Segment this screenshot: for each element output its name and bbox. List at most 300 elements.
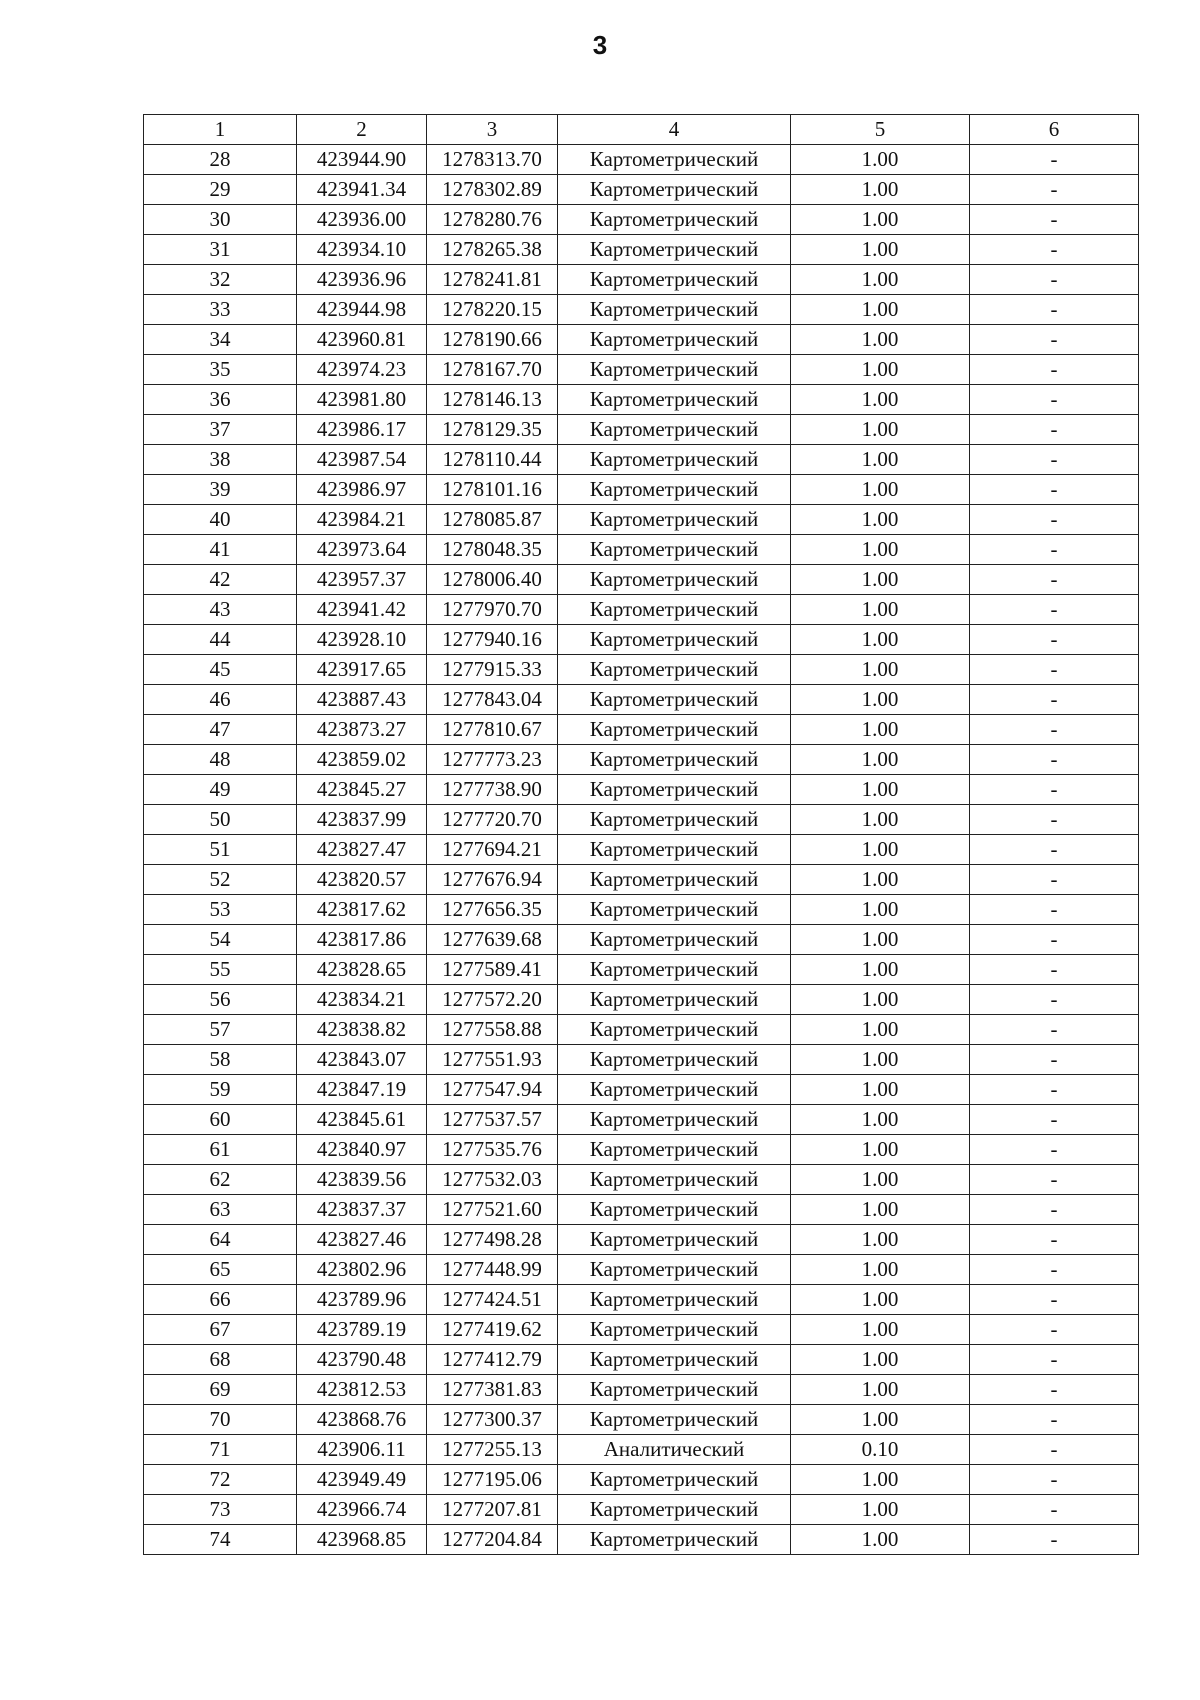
accuracy-cell: 1.00 [791, 1525, 970, 1555]
x-coordinate-cell: 423960.81 [297, 325, 427, 355]
point-number-cell: 46 [144, 685, 297, 715]
accuracy-cell: 1.00 [791, 1195, 970, 1225]
method-cell: Картометрический [558, 1375, 791, 1405]
table-row [144, 1375, 1139, 1405]
y-coordinate-cell: 1277915.33 [427, 655, 558, 685]
method-cell: Картометрический [558, 385, 791, 415]
column-header-4: 4 [558, 115, 791, 145]
point-number-cell: 32 [144, 265, 297, 295]
table-row [144, 745, 1139, 775]
point-number-cell: 61 [144, 1135, 297, 1165]
accuracy-cell: 1.00 [791, 805, 970, 835]
method-cell: Картометрический [558, 415, 791, 445]
table-row [144, 1225, 1139, 1255]
y-coordinate-cell: 1278190.66 [427, 325, 558, 355]
accuracy-cell: 1.00 [791, 1105, 970, 1135]
table-row [144, 355, 1139, 385]
y-coordinate-cell: 1278146.13 [427, 385, 558, 415]
x-coordinate-cell: 423812.53 [297, 1375, 427, 1405]
point-number-cell: 59 [144, 1075, 297, 1105]
method-cell: Картометрический [558, 1315, 791, 1345]
method-cell: Картометрический [558, 1045, 791, 1075]
method-cell: Картометрический [558, 1075, 791, 1105]
y-coordinate-cell: 1278129.35 [427, 415, 558, 445]
table-row [144, 1435, 1139, 1465]
x-coordinate-cell: 423936.00 [297, 205, 427, 235]
description-cell: - [970, 1165, 1139, 1195]
method-cell: Картометрический [558, 235, 791, 265]
x-coordinate-cell: 423868.76 [297, 1405, 427, 1435]
y-coordinate-cell: 1277535.76 [427, 1135, 558, 1165]
point-number-cell: 56 [144, 985, 297, 1015]
method-cell: Картометрический [558, 355, 791, 385]
description-cell: - [970, 1045, 1139, 1075]
x-coordinate-cell: 423837.37 [297, 1195, 427, 1225]
coordinates-table [143, 114, 1139, 1555]
point-number-cell: 67 [144, 1315, 297, 1345]
description-cell: - [970, 835, 1139, 865]
y-coordinate-cell: 1277589.41 [427, 955, 558, 985]
y-coordinate-cell: 1277448.99 [427, 1255, 558, 1285]
x-coordinate-cell: 423840.97 [297, 1135, 427, 1165]
accuracy-cell: 1.00 [791, 625, 970, 655]
method-cell: Картометрический [558, 325, 791, 355]
point-number-cell: 74 [144, 1525, 297, 1555]
table-row [144, 175, 1139, 205]
description-cell: - [970, 1345, 1139, 1375]
method-cell: Картометрический [558, 1495, 791, 1525]
point-number-cell: 49 [144, 775, 297, 805]
description-cell: - [970, 745, 1139, 775]
y-coordinate-cell: 1277810.67 [427, 715, 558, 745]
description-cell: - [970, 955, 1139, 985]
accuracy-cell: 1.00 [791, 1405, 970, 1435]
method-cell: Аналитический [558, 1435, 791, 1465]
table-row [144, 625, 1139, 655]
x-coordinate-cell: 423790.48 [297, 1345, 427, 1375]
table-row [144, 1525, 1139, 1555]
point-number-cell: 52 [144, 865, 297, 895]
method-cell: Картометрический [558, 955, 791, 985]
column-header-1: 1 [144, 115, 297, 145]
x-coordinate-cell: 423944.90 [297, 145, 427, 175]
method-cell: Картометрический [558, 1255, 791, 1285]
accuracy-cell: 1.00 [791, 445, 970, 475]
method-cell: Картометрический [558, 1345, 791, 1375]
y-coordinate-cell: 1278101.16 [427, 475, 558, 505]
table-row [144, 385, 1139, 415]
column-header-5: 5 [791, 115, 970, 145]
accuracy-cell: 1.00 [791, 1135, 970, 1165]
x-coordinate-cell: 423817.86 [297, 925, 427, 955]
table-row [144, 1495, 1139, 1525]
accuracy-cell: 0.10 [791, 1435, 970, 1465]
description-cell: - [970, 655, 1139, 685]
method-cell: Картометрический [558, 145, 791, 175]
x-coordinate-cell: 423887.43 [297, 685, 427, 715]
method-cell: Картометрический [558, 1015, 791, 1045]
x-coordinate-cell: 423789.96 [297, 1285, 427, 1315]
point-number-cell: 38 [144, 445, 297, 475]
method-cell: Картометрический [558, 1405, 791, 1435]
accuracy-cell: 1.00 [791, 145, 970, 175]
x-coordinate-cell: 423837.99 [297, 805, 427, 835]
table-row [144, 805, 1139, 835]
x-coordinate-cell: 423966.74 [297, 1495, 427, 1525]
point-number-cell: 72 [144, 1465, 297, 1495]
description-cell: - [970, 235, 1139, 265]
y-coordinate-cell: 1278302.89 [427, 175, 558, 205]
accuracy-cell: 1.00 [791, 505, 970, 535]
accuracy-cell: 1.00 [791, 475, 970, 505]
table-row [144, 1165, 1139, 1195]
method-cell: Картометрический [558, 985, 791, 1015]
y-coordinate-cell: 1277537.57 [427, 1105, 558, 1135]
table-row [144, 535, 1139, 565]
description-cell: - [970, 175, 1139, 205]
y-coordinate-cell: 1278085.87 [427, 505, 558, 535]
accuracy-cell: 1.00 [791, 1255, 970, 1285]
point-number-cell: 42 [144, 565, 297, 595]
point-number-cell: 62 [144, 1165, 297, 1195]
y-coordinate-cell: 1278280.76 [427, 205, 558, 235]
x-coordinate-cell: 423843.07 [297, 1045, 427, 1075]
y-coordinate-cell: 1277970.70 [427, 595, 558, 625]
point-number-cell: 35 [144, 355, 297, 385]
point-number-cell: 47 [144, 715, 297, 745]
table-row [144, 265, 1139, 295]
accuracy-cell: 1.00 [791, 175, 970, 205]
y-coordinate-cell: 1277207.81 [427, 1495, 558, 1525]
x-coordinate-cell: 423789.19 [297, 1315, 427, 1345]
y-coordinate-cell: 1277300.37 [427, 1405, 558, 1435]
y-coordinate-cell: 1277412.79 [427, 1345, 558, 1375]
method-cell: Картометрический [558, 925, 791, 955]
accuracy-cell: 1.00 [791, 1375, 970, 1405]
table-row [144, 205, 1139, 235]
method-cell: Картометрический [558, 1135, 791, 1165]
accuracy-cell: 1.00 [791, 295, 970, 325]
table-row [144, 1075, 1139, 1105]
method-cell: Картометрический [558, 775, 791, 805]
method-cell: Картометрический [558, 1465, 791, 1495]
accuracy-cell: 1.00 [791, 205, 970, 235]
table-row [144, 295, 1139, 325]
method-cell: Картометрический [558, 655, 791, 685]
description-cell: - [970, 1405, 1139, 1435]
table-row [144, 505, 1139, 535]
y-coordinate-cell: 1277738.90 [427, 775, 558, 805]
y-coordinate-cell: 1277676.94 [427, 865, 558, 895]
x-coordinate-cell: 423981.80 [297, 385, 427, 415]
description-cell: - [970, 475, 1139, 505]
method-cell: Картометрический [558, 535, 791, 565]
y-coordinate-cell: 1277381.83 [427, 1375, 558, 1405]
accuracy-cell: 1.00 [791, 1495, 970, 1525]
table-row [144, 1315, 1139, 1345]
accuracy-cell: 1.00 [791, 1345, 970, 1375]
description-cell: - [970, 595, 1139, 625]
point-number-cell: 40 [144, 505, 297, 535]
method-cell: Картометрический [558, 745, 791, 775]
accuracy-cell: 1.00 [791, 1465, 970, 1495]
x-coordinate-cell: 423944.98 [297, 295, 427, 325]
y-coordinate-cell: 1277843.04 [427, 685, 558, 715]
point-number-cell: 28 [144, 145, 297, 175]
header-row [144, 115, 1139, 145]
table-row [144, 985, 1139, 1015]
accuracy-cell: 1.00 [791, 535, 970, 565]
table-row [144, 775, 1139, 805]
accuracy-cell: 1.00 [791, 775, 970, 805]
x-coordinate-cell: 423941.34 [297, 175, 427, 205]
y-coordinate-cell: 1277558.88 [427, 1015, 558, 1045]
y-coordinate-cell: 1277773.23 [427, 745, 558, 775]
table-row [144, 415, 1139, 445]
y-coordinate-cell: 1277940.16 [427, 625, 558, 655]
table-row [144, 1255, 1139, 1285]
method-cell: Картометрический [558, 595, 791, 625]
method-cell: Картометрический [558, 565, 791, 595]
point-number-cell: 29 [144, 175, 297, 205]
y-coordinate-cell: 1277656.35 [427, 895, 558, 925]
point-number-cell: 45 [144, 655, 297, 685]
point-number-cell: 37 [144, 415, 297, 445]
description-cell: - [970, 1465, 1139, 1495]
x-coordinate-cell: 423986.17 [297, 415, 427, 445]
x-coordinate-cell: 423928.10 [297, 625, 427, 655]
description-cell: - [970, 325, 1139, 355]
x-coordinate-cell: 423820.57 [297, 865, 427, 895]
method-cell: Картометрический [558, 205, 791, 235]
x-coordinate-cell: 423936.96 [297, 265, 427, 295]
description-cell: - [970, 1375, 1139, 1405]
table-row [144, 475, 1139, 505]
x-coordinate-cell: 423957.37 [297, 565, 427, 595]
method-cell: Картометрический [558, 895, 791, 925]
column-header-3: 3 [427, 115, 558, 145]
x-coordinate-cell: 423873.27 [297, 715, 427, 745]
y-coordinate-cell: 1277255.13 [427, 1435, 558, 1465]
point-number-cell: 54 [144, 925, 297, 955]
point-number-cell: 58 [144, 1045, 297, 1075]
column-header-2: 2 [297, 115, 427, 145]
y-coordinate-cell: 1277419.62 [427, 1315, 558, 1345]
y-coordinate-cell: 1277204.84 [427, 1525, 558, 1555]
y-coordinate-cell: 1278241.81 [427, 265, 558, 295]
method-cell: Картометрический [558, 805, 791, 835]
y-coordinate-cell: 1277521.60 [427, 1195, 558, 1225]
y-coordinate-cell: 1277639.68 [427, 925, 558, 955]
point-number-cell: 55 [144, 955, 297, 985]
point-number-cell: 31 [144, 235, 297, 265]
description-cell: - [970, 775, 1139, 805]
accuracy-cell: 1.00 [791, 1015, 970, 1045]
accuracy-cell: 1.00 [791, 1045, 970, 1075]
table-row [144, 145, 1139, 175]
table-row [144, 835, 1139, 865]
method-cell: Картометрический [558, 175, 791, 205]
description-cell: - [970, 565, 1139, 595]
table-row [144, 1195, 1139, 1225]
description-cell: - [970, 1225, 1139, 1255]
accuracy-cell: 1.00 [791, 655, 970, 685]
y-coordinate-cell: 1277498.28 [427, 1225, 558, 1255]
description-cell: - [970, 1195, 1139, 1225]
accuracy-cell: 1.00 [791, 925, 970, 955]
description-cell: - [970, 265, 1139, 295]
description-cell: - [970, 1525, 1139, 1555]
point-number-cell: 36 [144, 385, 297, 415]
y-coordinate-cell: 1278110.44 [427, 445, 558, 475]
table-row [144, 595, 1139, 625]
table-row [144, 715, 1139, 745]
table-row [144, 1345, 1139, 1375]
accuracy-cell: 1.00 [791, 955, 970, 985]
y-coordinate-cell: 1278265.38 [427, 235, 558, 265]
point-number-cell: 33 [144, 295, 297, 325]
description-cell: - [970, 415, 1139, 445]
y-coordinate-cell: 1278313.70 [427, 145, 558, 175]
y-coordinate-cell: 1277532.03 [427, 1165, 558, 1195]
table-row [144, 1135, 1139, 1165]
point-number-cell: 65 [144, 1255, 297, 1285]
point-number-cell: 30 [144, 205, 297, 235]
description-cell: - [970, 925, 1139, 955]
point-number-cell: 48 [144, 745, 297, 775]
point-number-cell: 66 [144, 1285, 297, 1315]
description-cell: - [970, 805, 1139, 835]
accuracy-cell: 1.00 [791, 985, 970, 1015]
accuracy-cell: 1.00 [791, 595, 970, 625]
x-coordinate-cell: 423987.54 [297, 445, 427, 475]
accuracy-cell: 1.00 [791, 1315, 970, 1345]
accuracy-cell: 1.00 [791, 685, 970, 715]
column-header-6: 6 [970, 115, 1139, 145]
point-number-cell: 64 [144, 1225, 297, 1255]
accuracy-cell: 1.00 [791, 415, 970, 445]
method-cell: Картометрический [558, 1105, 791, 1135]
point-number-cell: 44 [144, 625, 297, 655]
x-coordinate-cell: 423817.62 [297, 895, 427, 925]
table-header [144, 115, 1139, 145]
description-cell: - [970, 625, 1139, 655]
accuracy-cell: 1.00 [791, 1075, 970, 1105]
accuracy-cell: 1.00 [791, 385, 970, 415]
description-cell: - [970, 865, 1139, 895]
x-coordinate-cell: 423827.47 [297, 835, 427, 865]
table-row [144, 1045, 1139, 1075]
point-number-cell: 63 [144, 1195, 297, 1225]
method-cell: Картометрический [558, 685, 791, 715]
y-coordinate-cell: 1277551.93 [427, 1045, 558, 1075]
accuracy-cell: 1.00 [791, 715, 970, 745]
table-row [144, 235, 1139, 265]
method-cell: Картометрический [558, 265, 791, 295]
accuracy-cell: 1.00 [791, 895, 970, 925]
accuracy-cell: 1.00 [791, 355, 970, 385]
x-coordinate-cell: 423834.21 [297, 985, 427, 1015]
table-row [144, 955, 1139, 985]
method-cell: Картометрический [558, 715, 791, 745]
description-cell: - [970, 505, 1139, 535]
table-row [144, 865, 1139, 895]
y-coordinate-cell: 1277720.70 [427, 805, 558, 835]
x-coordinate-cell: 423859.02 [297, 745, 427, 775]
description-cell: - [970, 715, 1139, 745]
method-cell: Картометрический [558, 445, 791, 475]
table-row [144, 895, 1139, 925]
y-coordinate-cell: 1277547.94 [427, 1075, 558, 1105]
method-cell: Картометрический [558, 295, 791, 325]
accuracy-cell: 1.00 [791, 265, 970, 295]
point-number-cell: 68 [144, 1345, 297, 1375]
accuracy-cell: 1.00 [791, 565, 970, 595]
x-coordinate-cell: 423986.97 [297, 475, 427, 505]
description-cell: - [970, 1105, 1139, 1135]
method-cell: Картометрический [558, 625, 791, 655]
description-cell: - [970, 895, 1139, 925]
description-cell: - [970, 1495, 1139, 1525]
y-coordinate-cell: 1277424.51 [427, 1285, 558, 1315]
method-cell: Картометрический [558, 835, 791, 865]
description-cell: - [970, 1255, 1139, 1285]
table-row [144, 1015, 1139, 1045]
description-cell: - [970, 355, 1139, 385]
table-row [144, 445, 1139, 475]
point-number-cell: 51 [144, 835, 297, 865]
x-coordinate-cell: 423845.61 [297, 1105, 427, 1135]
description-cell: - [970, 985, 1139, 1015]
description-cell: - [970, 1135, 1139, 1165]
description-cell: - [970, 445, 1139, 475]
point-number-cell: 69 [144, 1375, 297, 1405]
point-number-cell: 70 [144, 1405, 297, 1435]
y-coordinate-cell: 1277572.20 [427, 985, 558, 1015]
table-row [144, 1405, 1139, 1435]
table-row [144, 655, 1139, 685]
x-coordinate-cell: 423934.10 [297, 235, 427, 265]
y-coordinate-cell: 1278220.15 [427, 295, 558, 325]
x-coordinate-cell: 423802.96 [297, 1255, 427, 1285]
point-number-cell: 41 [144, 535, 297, 565]
description-cell: - [970, 685, 1139, 715]
point-number-cell: 57 [144, 1015, 297, 1045]
accuracy-cell: 1.00 [791, 1165, 970, 1195]
method-cell: Картометрический [558, 475, 791, 505]
point-number-cell: 39 [144, 475, 297, 505]
method-cell: Картометрический [558, 1195, 791, 1225]
y-coordinate-cell: 1278048.35 [427, 535, 558, 565]
x-coordinate-cell: 423845.27 [297, 775, 427, 805]
table-row [144, 1285, 1139, 1315]
table-row [144, 685, 1139, 715]
table-row [144, 565, 1139, 595]
y-coordinate-cell: 1277195.06 [427, 1465, 558, 1495]
page-number: 3 [592, 30, 608, 60]
x-coordinate-cell: 423968.85 [297, 1525, 427, 1555]
point-number-cell: 50 [144, 805, 297, 835]
table-row [144, 1105, 1139, 1135]
x-coordinate-cell: 423917.65 [297, 655, 427, 685]
accuracy-cell: 1.00 [791, 835, 970, 865]
description-cell: - [970, 1075, 1139, 1105]
x-coordinate-cell: 423828.65 [297, 955, 427, 985]
description-cell: - [970, 295, 1139, 325]
x-coordinate-cell: 423839.56 [297, 1165, 427, 1195]
y-coordinate-cell: 1278006.40 [427, 565, 558, 595]
method-cell: Картометрический [558, 1285, 791, 1315]
